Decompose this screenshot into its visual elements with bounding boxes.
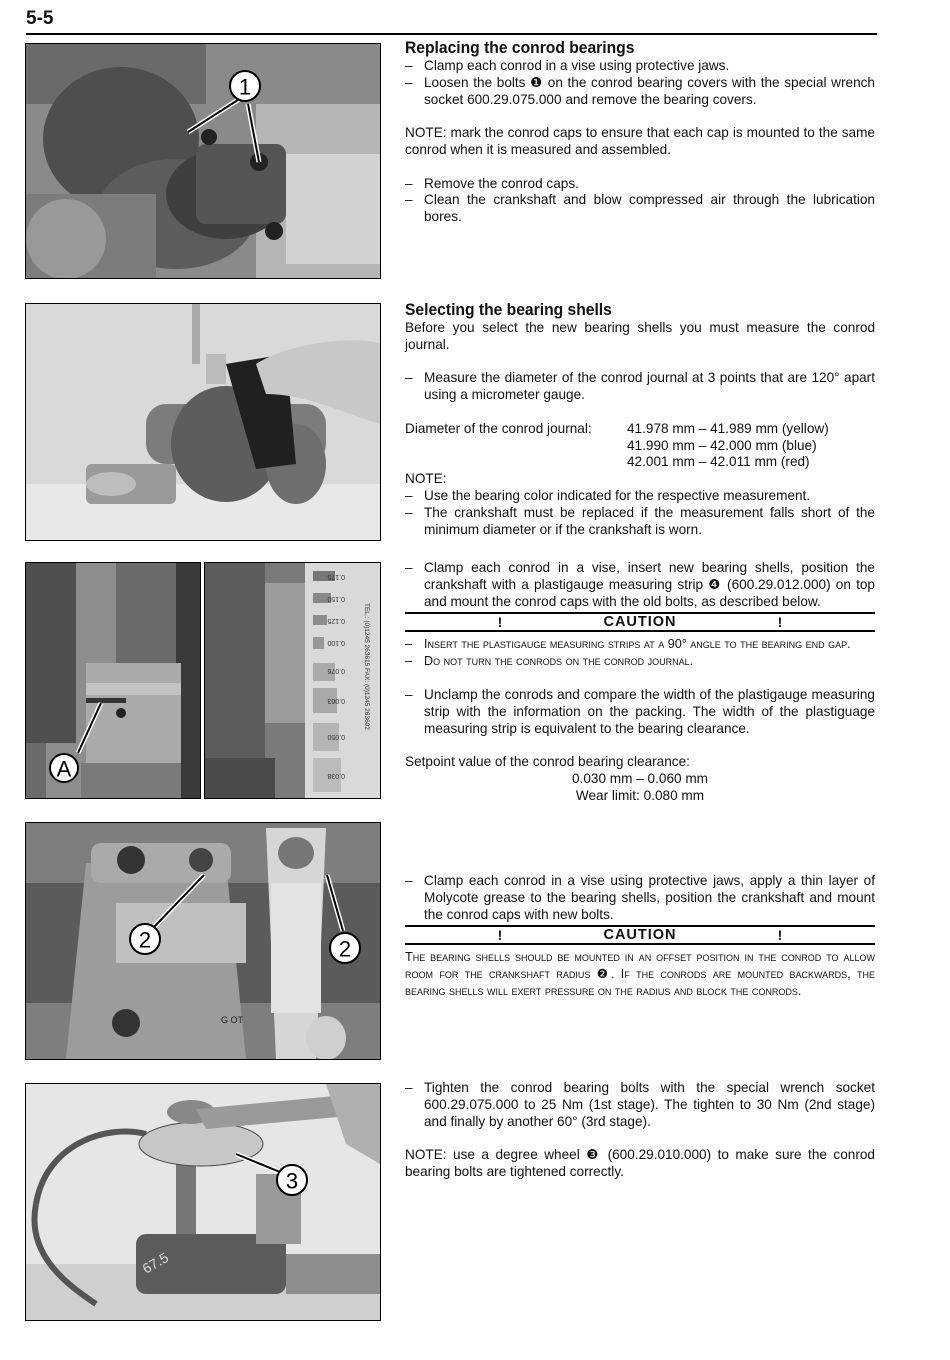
scale-label: 0.063 (327, 697, 345, 704)
callout-2-right: 2 (338, 936, 352, 962)
scale-label: 0.175 (327, 573, 345, 580)
callout-3: 3 (285, 1168, 299, 1194)
spec-value-yellow: 41.978 mm – 41.989 mm (yellow) (627, 420, 829, 436)
caution-text: The bearing shells should be mounted in an offset position in the conrod to allow room for the crankshaft radius ❷. If the conrods are mounted backwards, the bearing shells will exert pressure on the radius and block the conrods. (405, 950, 875, 999)
section-bearing-shells-mount (405, 873, 875, 1000)
engraving-text: 67.5 (139, 1249, 172, 1277)
scale-label: 0.038 (327, 772, 345, 779)
photo-degree-wheel (25, 1083, 381, 1321)
caution-mark: ! (497, 614, 503, 630)
caution-item: – Do not turn the conrods on the conrod journal. (405, 653, 875, 670)
caution-banner (405, 612, 875, 632)
photo-conrod-bolts (25, 43, 381, 279)
caution-banner (405, 925, 875, 945)
step-item: – Clamp each conrod in a vise, insert new bearing shells, position the crankshaft with a plastigauge measuring strip ❹ (600.29.012.000) on top and mount the conrod caps with the old bolts, as described below. (405, 560, 875, 610)
setpoint-value: 0.030 mm – 0.060 mm (572, 771, 708, 787)
note-label: NOTE: (405, 471, 447, 487)
callout-2-left: 2 (138, 927, 152, 953)
caution-title: CAUTION (603, 614, 677, 630)
page-number: 5-5 (26, 8, 54, 29)
photo-plastigauge-strip (25, 562, 201, 799)
stamp-text: G OT (221, 1015, 243, 1025)
step-item: – Clamp each conrod in a vise using protective jaws. (405, 58, 875, 75)
caution-title: CAUTION (603, 927, 677, 943)
caution-item: – Insert the plastigauge measuring strips at a 90° angle to the bearing end gap. (405, 636, 875, 653)
setpoint-label: Setpoint value of the conrod bearing clearance: (405, 754, 690, 770)
note-item: – The crankshaft must be replaced if the measurement falls short of the minimum diameter or if the crankshaft is worn. (405, 505, 875, 539)
step-item: – Clamp each conrod in a vise using protective jaws, apply a thin layer of Molycote grease to the bearing shells, position the crankshaft and mount the conrod caps with new bolts. (405, 873, 875, 923)
callout-1: 1 (238, 74, 252, 100)
photo-bearing-shells (25, 822, 381, 1060)
step-item: – Clean the crankshaft and blow compressed air through the lubrication bores. (405, 192, 875, 226)
section-tightening (405, 1080, 875, 1181)
callout-A: A (56, 756, 72, 782)
step-item: – Loosen the bolts ❶ on the conrod bearing covers with the special wrench socket 600.29.075.000 and remove the bearing covers. (405, 75, 875, 109)
caution-mark: ! (777, 927, 783, 943)
note-text: NOTE: use a degree wheel ❸ (600.29.010.000) to make sure the conrod bearing bolts are tightened correctly. (405, 1147, 875, 1179)
step-item: – Tighten the conrod bearing bolts with the special wrench socket 600.29.075.000 to 25 Nm (1st stage). The tighten to 30 Nm (2nd stage) and finally by another 60° (3rd stage). (405, 1080, 875, 1130)
spec-label: Diameter of the conrod journal: (405, 420, 592, 436)
header-rule (26, 33, 877, 35)
scale-phone-fax: TEL.: (0)1245 263615 FAX: (0)1245 263602 (363, 603, 370, 730)
step-item: – Unclamp the conrods and compare the width of the plastigauge measuring strip with the information on the packing. The width of the plastiguage measuring strip is equivalent to the bearing clearance. (405, 687, 875, 737)
note-item: – Use the bearing color indicated for the respective measurement. (405, 488, 875, 505)
section-heading: Selecting the bearing shells (405, 300, 612, 319)
caution-mark: ! (777, 614, 783, 630)
caution-mark: ! (497, 927, 503, 943)
step-item: – Remove the conrod caps. (405, 176, 875, 193)
section-heading: Replacing the conrod bearings (405, 38, 635, 57)
note-text: NOTE: mark the conrod caps to ensure that each cap is mounted to the same conrod when it is measured and assembled. (405, 125, 875, 157)
scale-label: 0.050 (327, 733, 345, 740)
spec-value-blue: 41.990 mm – 42.000 mm (blue) (627, 437, 817, 453)
intro-text: Before you select the new bearing shells you must measure the conrod journal. (405, 320, 875, 352)
scale-label: 0.125 (327, 617, 345, 624)
scale-label: 0.100 (327, 639, 345, 646)
scale-label: 0.150 (327, 595, 345, 602)
photo-plastigauge-scale (204, 562, 381, 799)
wear-limit: Wear limit: 0.080 mm (575, 787, 705, 803)
section-plastigauge (405, 560, 875, 805)
section-selecting-shells (405, 300, 875, 538)
section-replacing-bearings (405, 38, 875, 226)
scale-label: 0.076 (327, 667, 345, 674)
photo-micrometer (25, 303, 381, 541)
step-item: – Measure the diameter of the conrod journal at 3 points that are 120° apart using a micrometer gauge. (405, 370, 875, 404)
spec-value-red: 42.001 mm – 42.011 mm (red) (627, 454, 810, 470)
